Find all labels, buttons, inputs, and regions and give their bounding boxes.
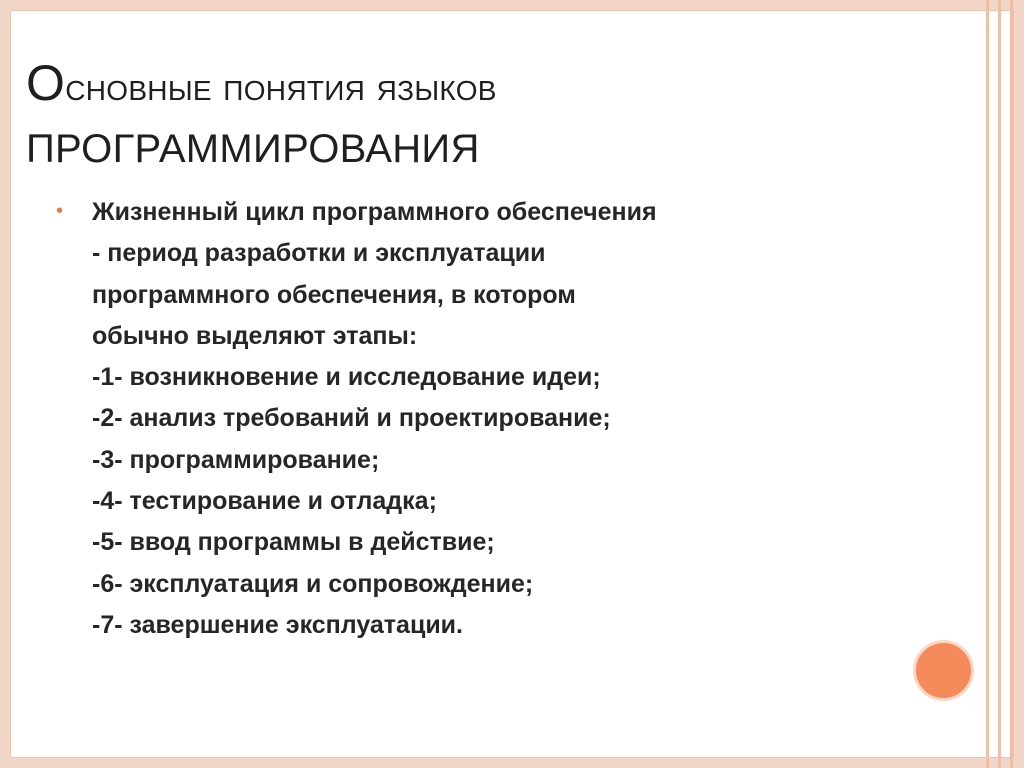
intro-line: обычно выделяют этапы: — [92, 321, 418, 350]
stage-item: -3- программирование; — [92, 445, 380, 474]
title-line-1: Основные понятия языков — [26, 55, 497, 111]
stage-item: -1- возникновение и исследование идеи; — [92, 363, 601, 392]
title-line-2: ПРОГРАММИРОВАНИЯ — [26, 127, 480, 171]
decorative-stripe — [1010, 0, 1013, 768]
stage-item: -2- анализ требований и проектирование; — [92, 404, 611, 433]
stage-item: -4- тестирование и отладка; — [92, 487, 437, 516]
bullet-icon: • — [56, 200, 64, 222]
bullet-text — [92, 192, 657, 646]
intro-line: программного обеспечения, в котором — [92, 280, 576, 309]
stage-item: -7- завершение эксплуатации. — [92, 610, 463, 639]
decorative-stripe — [998, 0, 1001, 768]
decorative-stripe — [986, 0, 989, 768]
bullet-item — [56, 192, 896, 646]
stage-item: -6- эксплуатация и сопровождение; — [92, 569, 534, 598]
intro-line: Жизненный цикл программного обеспечения — [92, 198, 657, 226]
slide-title — [26, 52, 926, 180]
intro-line: - период разработки и эксплуатации — [92, 239, 546, 268]
decorative-circle-icon — [913, 640, 974, 701]
stage-item: -5- ввод программы в действие; — [92, 528, 495, 557]
slide-body — [56, 192, 896, 646]
